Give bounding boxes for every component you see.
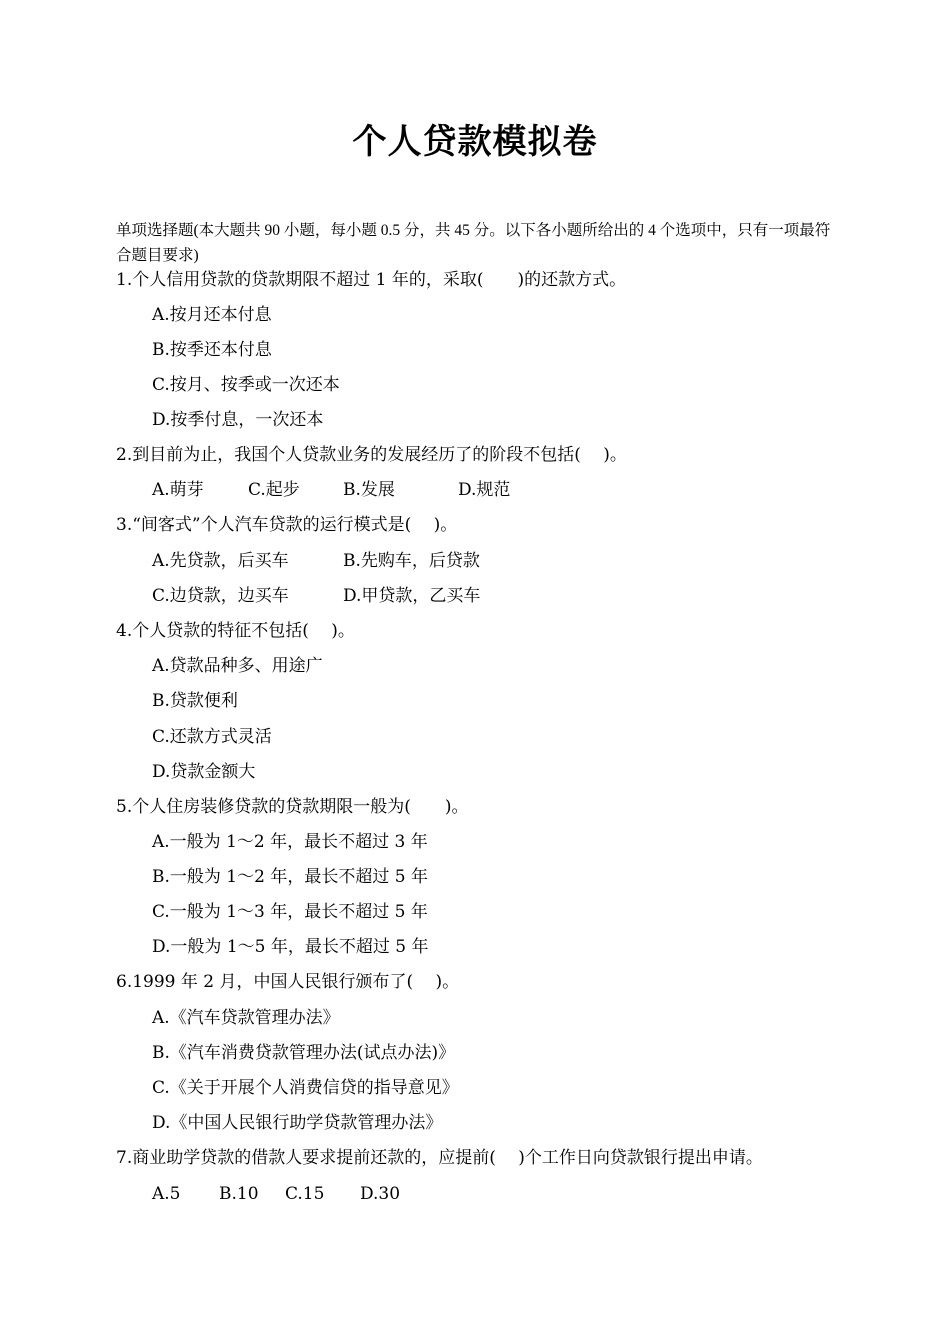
question-7: 7.商业助学贷款的借款人要求提前还款的，应提前( )个工作日向贷款银行提出申请。 — [116, 1148, 763, 1168]
question-2: 2.到目前为止，我国个人贷款业务的发展经历了的阶段不包括( )。 — [116, 445, 627, 465]
q5-option-b: B.一般为 1～2 年，最长不超过 5 年 — [152, 867, 428, 887]
q5-option-a: A.一般为 1～2 年，最长不超过 3 年 — [152, 832, 428, 852]
q7-option-c: C.15 — [285, 1184, 325, 1204]
q3-option-d: D.甲贷款，乙买车 — [343, 586, 481, 606]
page-title: 个人贷款模拟卷 — [352, 122, 598, 162]
q3-option-c: C.边贷款，边买车 — [152, 586, 289, 606]
q4-option-d: D.贷款金额大 — [152, 762, 256, 782]
q3-option-a: A.先贷款，后买车 — [152, 551, 289, 571]
q6-option-b: B.《汽车消费贷款管理办法(试点办法)》 — [152, 1043, 456, 1063]
q2-option-c: C.起步 — [248, 480, 300, 500]
q1-option-a: A.按月还本付息 — [152, 305, 272, 325]
q7-option-d: D.30 — [360, 1184, 401, 1204]
question-5: 5.个人住房装修贷款的贷款期限一般为( )。 — [116, 797, 469, 817]
question-4: 4.个人贷款的特征不包括( )。 — [116, 621, 355, 641]
question-1: 1.个人信用贷款的贷款期限不超过 1 年的，采取( )的还款方式。 — [116, 270, 627, 290]
q7-option-b: B.10 — [219, 1184, 259, 1204]
section-instructions: 单项选择题(本大题共 90 小题，每小题 0.5 分，共 45 分。以下各小题所给出的 4 个选项中，只有一项最符合题目要求) — [116, 222, 831, 264]
q6-option-d: D.《中国人民银行助学贷款管理办法》 — [152, 1113, 443, 1133]
question-3: 3.“间客式”个人汽车贷款的运行模式是( )。 — [116, 515, 458, 535]
q4-option-b: B.贷款便利 — [152, 691, 238, 711]
q4-option-a: A.贷款品种多、用途广 — [152, 656, 323, 676]
question-6: 6.1999 年 2 月，中国人民银行颁布了( )。 — [116, 972, 460, 992]
q5-option-c: C.一般为 1～3 年，最长不超过 5 年 — [152, 902, 428, 922]
q2-option-a: A.萌芽 — [152, 480, 204, 500]
q4-option-c: C.还款方式灵活 — [152, 727, 272, 747]
q7-option-a: A.5 — [152, 1184, 181, 1204]
q5-option-d: D.一般为 1～5 年，最长不超过 5 年 — [152, 937, 429, 957]
q3-option-b: B.先购车，后贷款 — [343, 551, 480, 571]
q6-option-a: A.《汽车贷款管理办法》 — [152, 1008, 340, 1028]
q6-option-c: C.《关于开展个人消费信贷的指导意见》 — [152, 1078, 459, 1098]
q1-option-d: D.按季付息，一次还本 — [152, 410, 324, 430]
q1-option-b: B.按季还本付息 — [152, 340, 272, 360]
q1-option-c: C.按月、按季或一次还本 — [152, 375, 340, 395]
q2-option-d: D.规范 — [458, 480, 511, 500]
q2-option-b: B.发展 — [343, 480, 395, 500]
